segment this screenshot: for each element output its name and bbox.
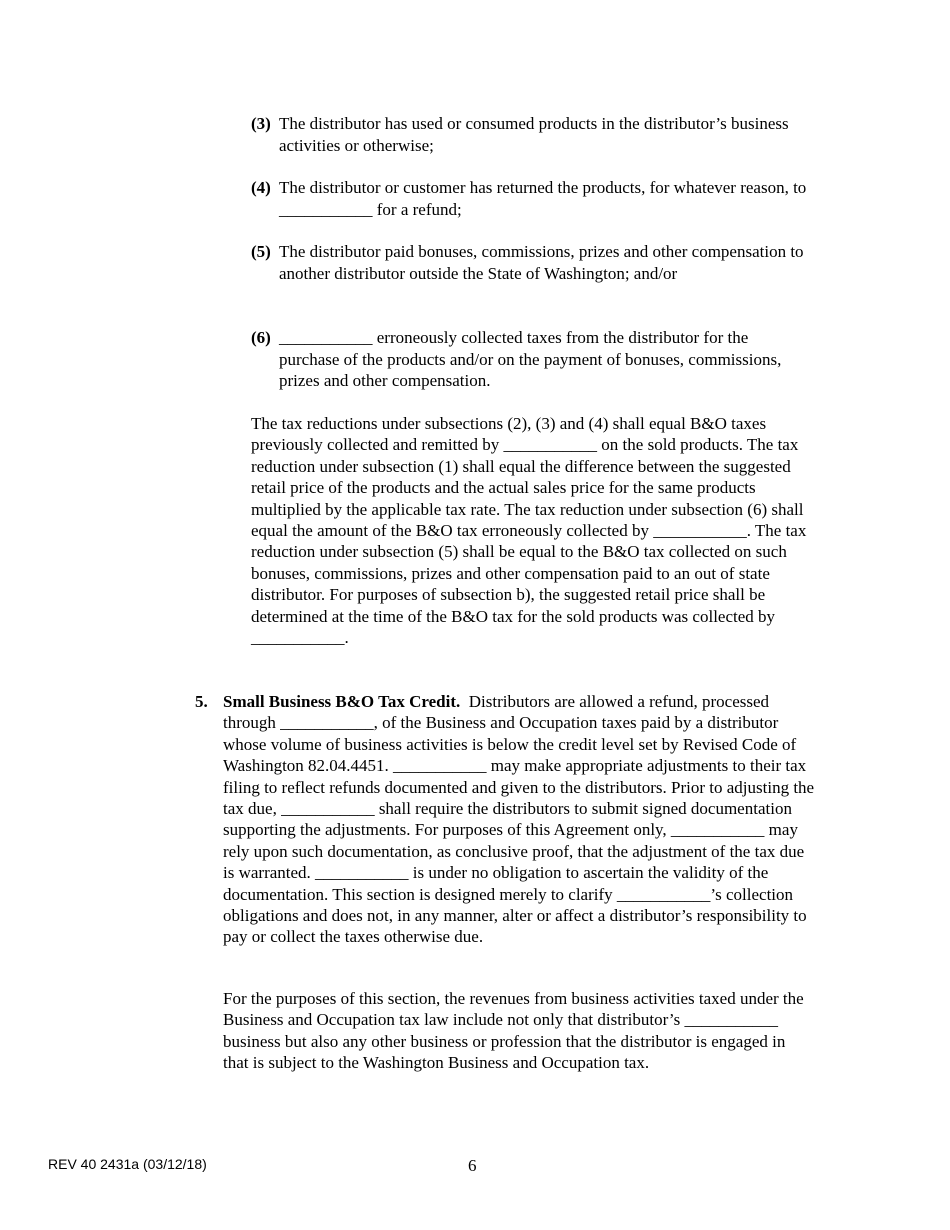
- subsection-5: [251, 241, 811, 284]
- subsection-text: The distributor paid bonuses, commissions, prizes and other compensation to another distributor outside the State of Washington; and/or: [279, 242, 804, 283]
- tax-reduction-paragraph: The tax reductions under subsections (2), (3) and (4) shall equal B&O taxes previously collected and remitted by ___________ on the sold products. The tax reduction under subsection (1) shall equal the difference between the suggested retail price of the products and the actual sales price for the same products multiplied by the applicable tax rate. The tax reduction under subsection (6) shall equal the amount of the B&O tax erroneously collected by ___________. The tax reduction under subsection (5) shall be equal to the B&O tax collected on such bonuses, commissions, prizes and other compensation paid to an out of state distributor. For purposes of subsection b), the suggested retail price shall be determined at the time of the B&O tax for the sold products was collected by ___________.: [251, 414, 807, 648]
- section-5: [195, 691, 815, 948]
- form-id: REV 40 2431a (03/12/18): [48, 1156, 207, 1172]
- section-heading: Small Business B&O Tax Credit.: [223, 692, 461, 711]
- subsection-number: (6): [251, 328, 271, 347]
- subsection-number: (3): [251, 114, 271, 133]
- subsection-3: [251, 113, 811, 156]
- subsection-text: The distributor or customer has returned the products, for whatever reason, to ___________ for a refund;: [279, 178, 807, 219]
- page-number: 6: [468, 1156, 477, 1175]
- subsection-text: The distributor has used or consumed products in the distributor’s business activities or otherwise;: [279, 114, 789, 155]
- subsection-number: (4): [251, 178, 271, 197]
- subsection-4: [251, 177, 811, 220]
- section-5-body: [223, 691, 815, 948]
- subsection-6: [251, 327, 811, 392]
- section-5-paragraph-2: For the purposes of this section, the revenues from business activities taxed under the Business and Occupation tax law include not only that distributor’s ___________ business but also any other business or profession that the distributor is engaged in that is subject to the Washington Business and Occupation tax.: [223, 989, 804, 1073]
- section-number: 5.: [195, 692, 208, 711]
- subsection-number: (5): [251, 242, 271, 261]
- section-text: Distributors are allowed a refund, processed through ___________, of the Business and Occupation taxes paid by a distributor whose volume of business activities is below the credit level set by Revised Code of Washington 82.04.4451. ___________ may make appropriate adjustments to their tax filing to reflect refunds documented and given to the distributors. Prior to adjusting the tax due, ___________ shall require the distributors to submit signed documentation supporting the adjustments. For purposes of this Agreement only, ___________ may rely upon such documentation, as conclusive proof, that the adjustment of the tax due is warranted. ___________ is under no obligation to ascertain the validity of the documentation. This section is designed merely to clarify ___________’s collection obligations and does not, in any manner, alter or affect a distributor’s responsibility to pay or collect the taxes otherwise due.: [223, 692, 815, 947]
- subsection-text: ___________ erroneously collected taxes from the distributor for the purchase of the products and/or on the payment of bonuses, commissions, prizes and other compensation.: [279, 328, 782, 390]
